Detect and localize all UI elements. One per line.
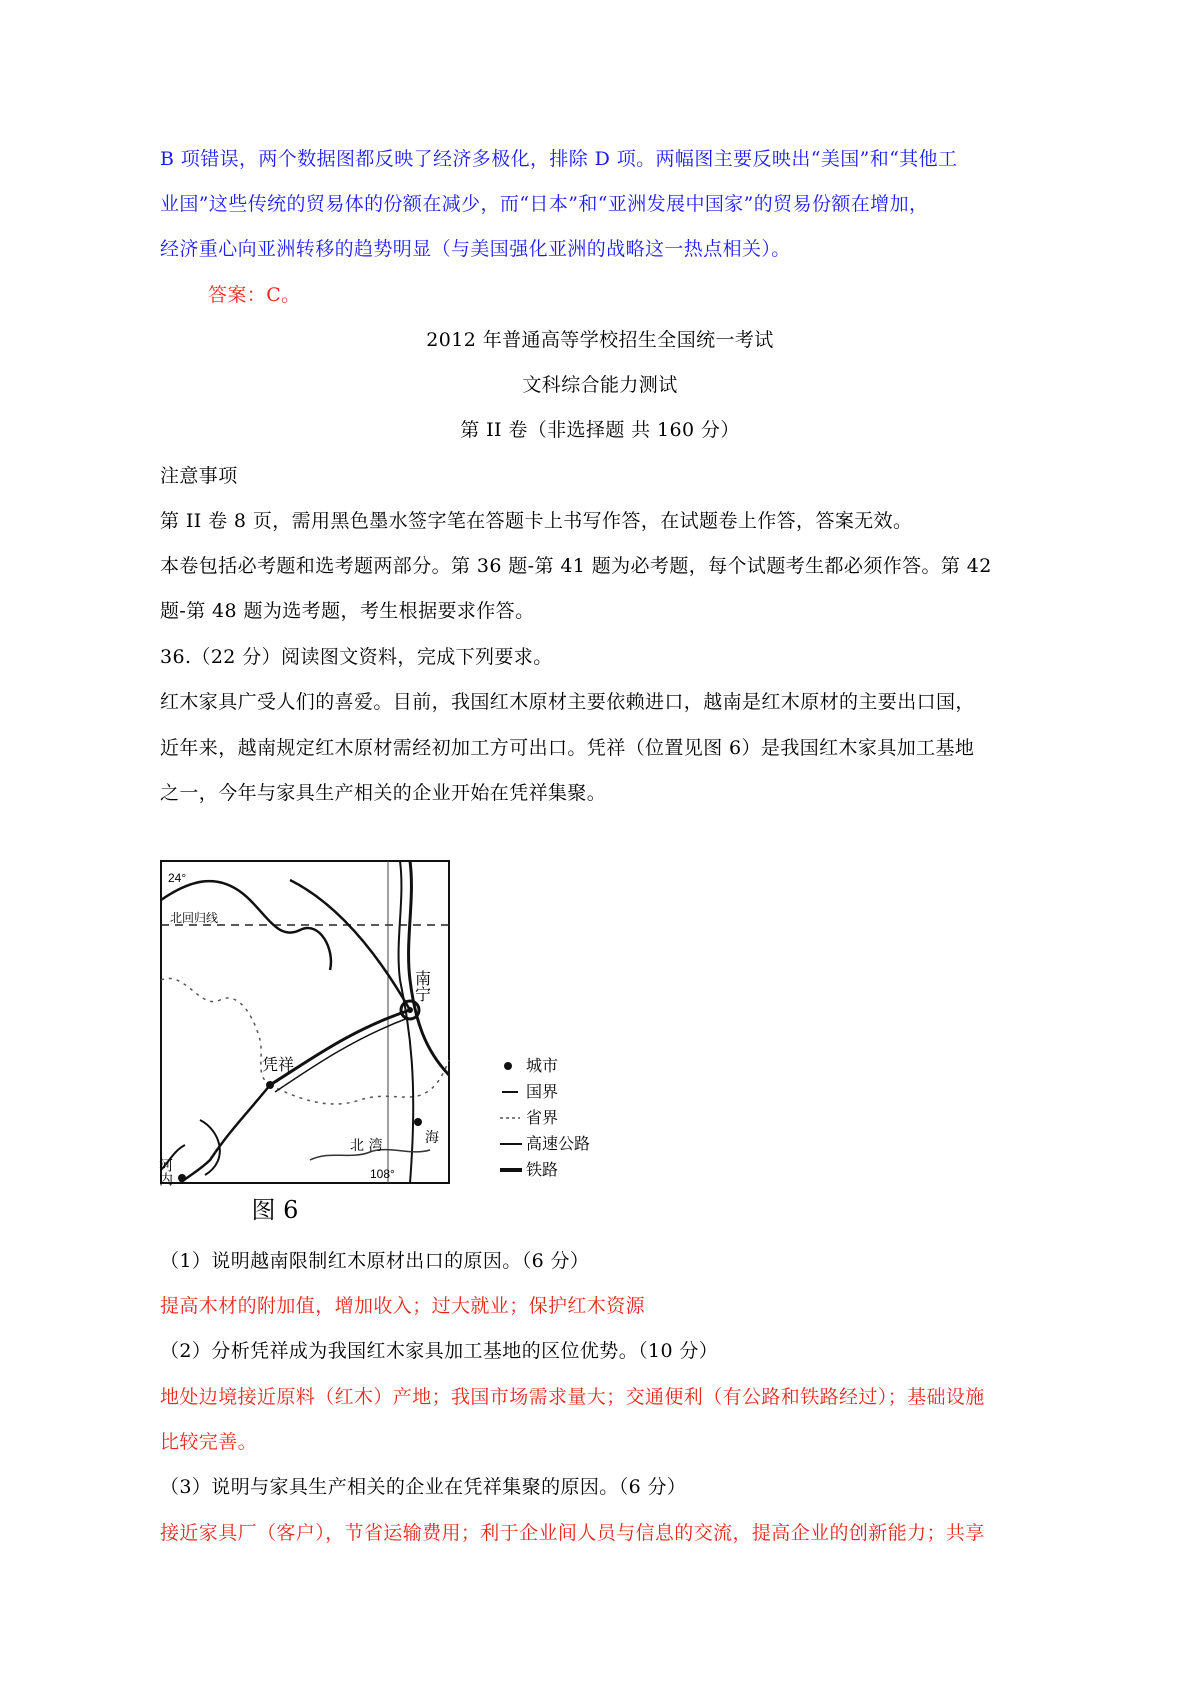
- explanation-line: B 项错误，两个数据图都反映了经济多极化，排除 D 项。两幅图主要反映出“美国”和“其他工: [160, 148, 958, 170]
- exam-title: 2012 年普通高等学校招生全国统一考试: [426, 329, 774, 351]
- explanation-line: 业国”这些传统的贸易体的份额在减少，而“日本”和“亚洲发展中国家”的贸易份额在增加，: [160, 193, 929, 215]
- prev-answer: 答案：C。: [208, 284, 301, 306]
- question-prompt: （2）分析凭祥成为我国红木家具加工基地的区位优势。（10 分）: [160, 1340, 719, 1362]
- question-prompt: （3）说明与家具生产相关的企业在凭祥集聚的原因。（6 分）: [160, 1476, 687, 1498]
- q36-material-line: 红木家具广受人们的喜爱。目前，我国红木原材主要依赖进口，越南是红木原材的主要出口国，: [160, 691, 975, 713]
- notice-line: 本卷包括必考题和选考题两部分。第 36 题-第 41 题为必考题，每个试题考生都必须作答。第 42: [160, 555, 992, 577]
- q36-material-line: 近年来，越南规定红木原材需经初加工方可出口。凭祥（位置见图 6）是我国红木家具加工基地: [160, 737, 975, 759]
- tropic-label: 北回归线: [170, 911, 219, 925]
- question-prompt: （1）说明越南限制红木原材出口的原因。（6 分）: [160, 1250, 590, 1272]
- legend-item: [498, 1055, 558, 1077]
- map-frame: [161, 861, 449, 1183]
- city-extra: [414, 1118, 422, 1126]
- national-border-icon: [498, 1081, 526, 1103]
- city-hanoi: [178, 1174, 186, 1182]
- provincial-border: [161, 978, 270, 1085]
- railway: [180, 1085, 270, 1183]
- legend-label: 城市: [526, 1056, 559, 1075]
- question-answer: 地处边境接近原料（红木）产地；我国市场需求量大；交通便利（有公路和铁路经过）；基础设施: [160, 1386, 985, 1408]
- railway-icon: [498, 1159, 526, 1181]
- legend-item: [498, 1159, 558, 1181]
- label-pingxiang: 凭祥: [262, 1055, 295, 1074]
- lon-label: 108°: [370, 1167, 395, 1181]
- label-beiwan: 北 湾: [350, 1138, 383, 1154]
- q36-header: 36.（22 分）阅读图文资料，完成下列要求。: [160, 646, 553, 668]
- railway: [290, 880, 410, 1010]
- highway-icon: [498, 1133, 526, 1155]
- legend-item: [498, 1081, 558, 1103]
- question-answer: 接近家具厂（客户），节省运输费用；利于企业间人员与信息的交流，提高企业的创新能力；共享: [160, 1522, 985, 1544]
- city-pingxiang: [266, 1081, 274, 1089]
- question-answer: 提高木材的附加值，增加收入；过大就业；保护红木资源: [160, 1295, 646, 1317]
- railway: [409, 861, 449, 1075]
- notice-heading: 注意事项: [160, 465, 238, 487]
- lat-label: 24°: [168, 871, 187, 885]
- legend-label: 国界: [526, 1082, 559, 1101]
- explanation-line: 经济重心向亚洲转移的趋势明显（与美国强化亚洲的战略这一热点相关）。: [160, 238, 791, 260]
- q36-material-line: 之一，今年与家具生产相关的企业开始在凭祥集聚。: [160, 782, 607, 804]
- figure-caption: 图 6: [251, 1196, 299, 1224]
- exam-section: 第 II 卷（非选择题 共 160 分）: [460, 419, 740, 441]
- label-hanoi: 河内: [157, 1158, 173, 1186]
- provincial-border-icon: [498, 1107, 526, 1129]
- notice-line: 题-第 48 题为选考题，考生根据要求作答。: [160, 600, 535, 622]
- label-nanning: 南宁: [412, 970, 432, 1002]
- exam-subject: 文科综合能力测试: [522, 374, 678, 396]
- label-extra: 海: [425, 1130, 439, 1146]
- question-answer: 比较完善。: [160, 1431, 258, 1453]
- city-dot-icon: [498, 1055, 526, 1077]
- legend-item: [498, 1107, 558, 1129]
- legend-item: [498, 1133, 590, 1155]
- legend-label: 高速公路: [526, 1134, 591, 1153]
- notice-line: 第 II 卷 8 页，需用黑色墨水签字笔在答题卡上书写作答，在试题卷上作答，答案无效。: [160, 510, 913, 532]
- city-nanning-dot: [407, 1007, 413, 1013]
- legend-label: 省界: [526, 1108, 559, 1127]
- legend-label: 铁路: [526, 1160, 559, 1179]
